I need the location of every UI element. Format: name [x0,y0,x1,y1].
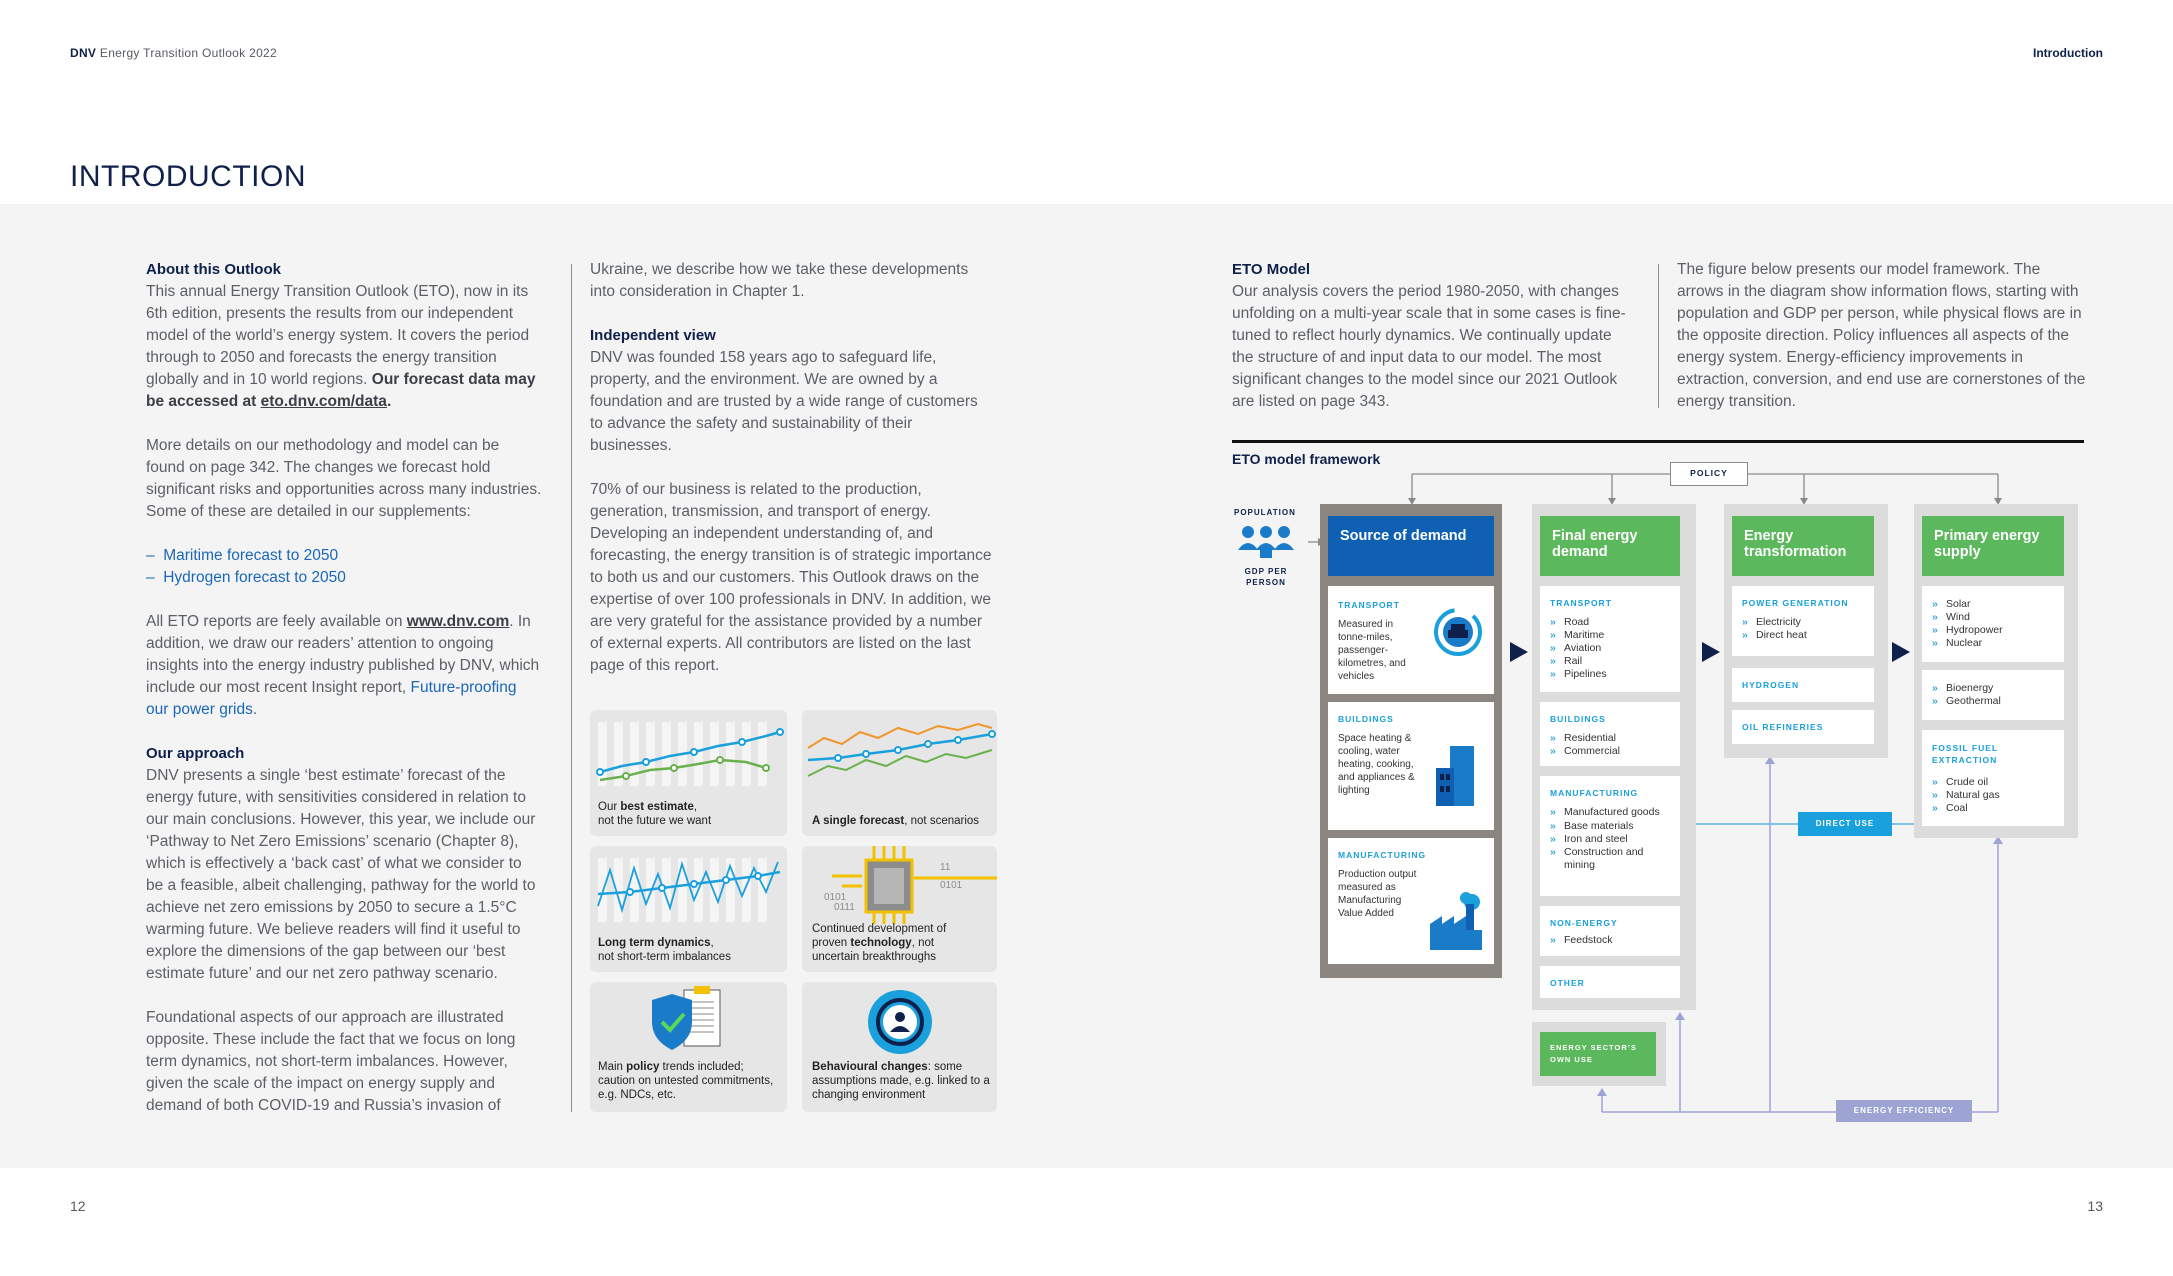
direct-use-box: DIRECT USE [1798,812,1892,836]
list-item: » Crude oil [1932,776,2000,789]
framework-top-rule [1232,440,2084,443]
tile-single-forecast [802,710,997,836]
best-estimate-chart-icon [590,710,787,790]
tile-caption: Behavioural changes: some assumptions made, e.g. linked to a changing environment [812,1061,990,1101]
energy-efficiency-box: ENERGY EFFICIENCY [1836,1100,1972,1122]
brand-logo: DNV [70,46,97,60]
final-transport-card: TRANSPORT » Road » Maritime » Aviation » Rail » Pipelines [1540,586,1680,692]
page-number-right: 13 [2087,1198,2103,1214]
manufacturing-text: Production output measured as Manufacturing Value Added [1338,869,1417,919]
reports-text-2: . In addition, we draw our readers’ attention to ongoing insights into the energy industry published by DNV, which include our most recent Insight report, [146,613,540,696]
list-item: » Iron and steel [1550,833,1670,846]
tile-caption: A single forecast, not scenarios [812,815,980,827]
tile-behaviour [802,982,997,1112]
final-title: Final energy demand [1540,516,1680,576]
list-item[interactable]: – Hydrogen forecast to 2050 [146,569,346,586]
source-manufacturing-card: MANUFACTURING Production output measured as Manufacturing Value Added [1328,838,1494,964]
buildings-icon [1432,746,1482,810]
list-item: » Residential [1550,732,1620,745]
about-period: . [386,393,392,410]
final-buildings-card: BUILDINGS » Residential » Commercial [1540,702,1680,766]
source-transport-card: TRANSPORT Measured in tonne-miles, passenger-kilometres, and vehicles [1328,586,1494,694]
transport-text: Measured in tonne-miles, passenger-kilometres, and vehicles [1338,619,1406,682]
tile-caption: Continued development of proven technology, not uncertain breakthroughs [812,923,947,963]
power-list [1742,616,1807,642]
bits-left: 0101 [824,892,847,903]
power-generation-card: POWER GENERATION » Electricity » Direct heat [1732,586,1874,656]
list-item: » Feedstock [1550,934,1612,947]
list-item: » Base materials [1550,820,1670,833]
hydrogen-link[interactable]: Hydrogen forecast to 2050 [163,569,346,586]
column-3 [1232,259,1636,435]
population-people-icon [1234,524,1300,560]
final-nonenergy-card: NON-ENERGY » Feedstock [1540,906,1680,956]
list-item: » Nuclear [1932,637,2003,650]
final-manufacturing-list [1550,806,1670,872]
own-use-box: ENERGY SECTOR’S OWN USE [1540,1032,1656,1076]
list-item: » Construction and mining [1550,846,1670,872]
source-title: Source of demand [1328,516,1494,576]
hydrogen-card: HYDROGEN [1732,668,1874,702]
list-item: » Aviation [1550,642,1607,655]
final-manufacturing-card: MANUFACTURING » Manufactured goods » Base materials » Iron and steel » Construction and mining [1540,776,1680,896]
running-header [70,46,277,60]
final-other-card: OTHER [1540,966,1680,998]
about-bold: Our forecast data may be accessed at [146,371,536,410]
list-item: » Pipelines [1550,668,1607,681]
list-item: » Electricity [1742,616,1807,629]
bits-right: 0101 [940,880,963,891]
primary-list-1 [1932,598,2003,650]
list-item: » Manufactured goods [1550,806,1670,819]
tile-long-term [590,846,787,972]
page-number-left: 12 [70,1198,86,1214]
column-4 [1677,259,2087,435]
final-nonenergy-list [1550,934,1612,947]
business-paragraph: 70% of our business is related to the production, generation, transmission, and transport of energy. Developing an independent understanding of, and forecasting, the energy transition is of strategic importance to both us and our customers. This Outlook draws on the expertise of over 100 professionals in DNV. In addition, we are very grateful for the assistance provided by a number of external experts. All contributors are listed on the last page of this report. [590,481,992,674]
microchip-icon [802,846,997,926]
section-name: Introduction [2033,46,2103,60]
tile-policy [590,982,787,1112]
primary-list-2 [1932,682,2001,708]
independent-paragraph: DNV was founded 158 years ago to safeguard life, property, and the environment. We are owned by a foundation and are trusted by a wide range of customers to advance the safety and sustainability of their businesses. [590,349,978,454]
reports-text: All ETO reports are feely available on [146,613,403,630]
list-item: » Geothermal [1932,695,2001,708]
car-refresh-icon [1430,602,1486,662]
about-text: This annual Energy Transition Outlook (ETO), now in its 6th edition, presents the results from our independent model of the world’s energy system. It covers the period through to 2050 and forecasts the energy transition globally and in 10 world regions. [146,283,530,388]
single-forecast-chart-icon [802,710,997,790]
list-item: » Rail [1550,655,1607,668]
power-grids-link[interactable]: Future-proofing our power grids [146,679,517,718]
final-buildings-list [1550,732,1620,758]
foundation-paragraph: Foundational aspects of our approach are illustrated opposite. These include the fact that we focus on long term dynamics, not short-term imbalances. However, given the scale of the impact on energy supply and demand of both COVID-19 and Russia’s invasion of [146,1009,516,1114]
source-buildings-card: BUILDINGS Space heating & cooling, water heating, cooking, and appliances & lighting [1328,702,1494,830]
figure-paragraph: The figure below presents our model framework. The arrows in the diagram show information flows, starting with population and GDP per person, while physical flows are in the opposite direction. Policy influences all aspects of the energy system. Energy-efficiency improvements in extraction, conversion, and end use are cornerstones of the energy transition. [1677,261,2086,410]
bits-left-2: 0111 [834,902,855,913]
list-item[interactable]: – Maritime forecast to 2050 [146,547,339,564]
primary-list-3 [1932,776,2000,815]
final-transport-list [1550,616,1607,681]
dnv-link[interactable]: www.dnv.com [406,613,510,630]
supplement-list [146,545,542,589]
data-link[interactable]: eto.dnv.com/data [260,393,387,410]
ukraine-paragraph: Ukraine, we describe how we take these developments into consideration in Chapter 1. [590,261,969,300]
column-1 [146,259,542,1139]
list-item: » Maritime [1550,629,1607,642]
model-heading: ETO Model [1232,261,1311,278]
reports-paragraph: All ETO reports are feely available on www.dnv.com. In addition, we draw our readers’ attention to ongoing insights into the energy industry published by DNV, which include our most recent Insight report, Future-proofing our power grids. [146,613,540,718]
person-cycle-icon [802,986,997,1062]
tile-technology [802,846,997,972]
fossil-fuel-card: FOSSIL FUEL EXTRACTION » Crude oil » Natural gas » Coal [1922,730,2064,826]
maritime-link[interactable]: Maritime forecast to 2050 [163,547,339,564]
framework-title: ETO model framework [1232,451,1381,467]
list-item: » Coal [1932,802,2000,815]
list-item: » Direct heat [1742,629,1807,642]
primary-bio-card [1922,670,2064,720]
transformation-title: Energy transformation [1732,516,1874,576]
about-paragraph [146,281,542,413]
shield-checklist-icon [590,986,787,1058]
about-heading: About this Outlook [146,261,281,278]
list-item: » Solar [1932,598,2003,611]
list-item: » Hydropower [1932,624,2003,637]
population-label: POPULATION [1234,508,1296,517]
approach-paragraph: DNV presents a single ‘best estimate’ forecast of the energy future, with sensitivities considered in relation to our main conclusions. However, this year, we include our ‘Pathway to Net Zero Emissions’ scenario (Chapter 8), which is effectively a ‘back cast’ of what we consider to be a feasible, albeit challenging, pathway for the world to achieve net zero emissions by 2050 to secure a 1.5°C warming future. We believe readers will find it useful to explore the dimensions of the gap between our ‘best estimate future’ and our net zero pathway scenario. [146,767,536,982]
page-title: INTRODUCTION [70,160,306,193]
list-item: » Road [1550,616,1607,629]
column-divider [571,264,572,1112]
more-paragraph: More details on our methodology and model can be found on page 342. The changes we forecast hold significant risks and opportunities across many industries. Some of these are detailed in our supplements: [146,437,542,520]
tile-best-estimate [590,710,787,836]
tile-caption: Main policy trends included; caution on untested commitments, e.g. NDCs, etc. [598,1061,774,1101]
list-item: » Wind [1932,611,2003,624]
bits-top-right: 11 [940,862,951,873]
tile-caption: Long term dynamics, not short-term imbalances [598,937,731,963]
column-divider-right [1658,264,1659,408]
buildings-text: Space heating & cooling, water heating, cooking, and appliances & lighting [1338,733,1415,796]
policy-box: POLICY [1670,462,1748,486]
primary-renewables-card [1922,586,2064,662]
gdp-label: GDP PER PERSON [1244,567,1288,587]
tile-caption: Our best estimate, not the future we want [598,801,712,827]
independent-heading: Independent view [590,327,716,344]
publication-title: Energy Transition Outlook 2022 [99,46,277,60]
list-item: » Bioenergy [1932,682,2001,695]
list-item: » Natural gas [1932,789,2000,802]
oil-refineries-card: OIL REFINERIES [1732,710,1874,744]
column-2 [590,259,992,699]
list-item: » Commercial [1550,745,1620,758]
model-paragraph: Our analysis covers the period 1980-2050, with changes unfolding on a multi-year scale that in some cases is fine-tuned to reflect hourly dynamics. We continually update the structure of and input data to our model. The most significant changes to the model since our 2021 Outlook are listed on page 343. [1232,283,1626,410]
approach-heading: Our approach [146,745,245,762]
framework-diagram [1232,460,2084,1120]
long-term-chart-icon [590,846,787,926]
primary-title: Primary energy supply [1922,516,2064,576]
factory-icon [1428,890,1486,954]
